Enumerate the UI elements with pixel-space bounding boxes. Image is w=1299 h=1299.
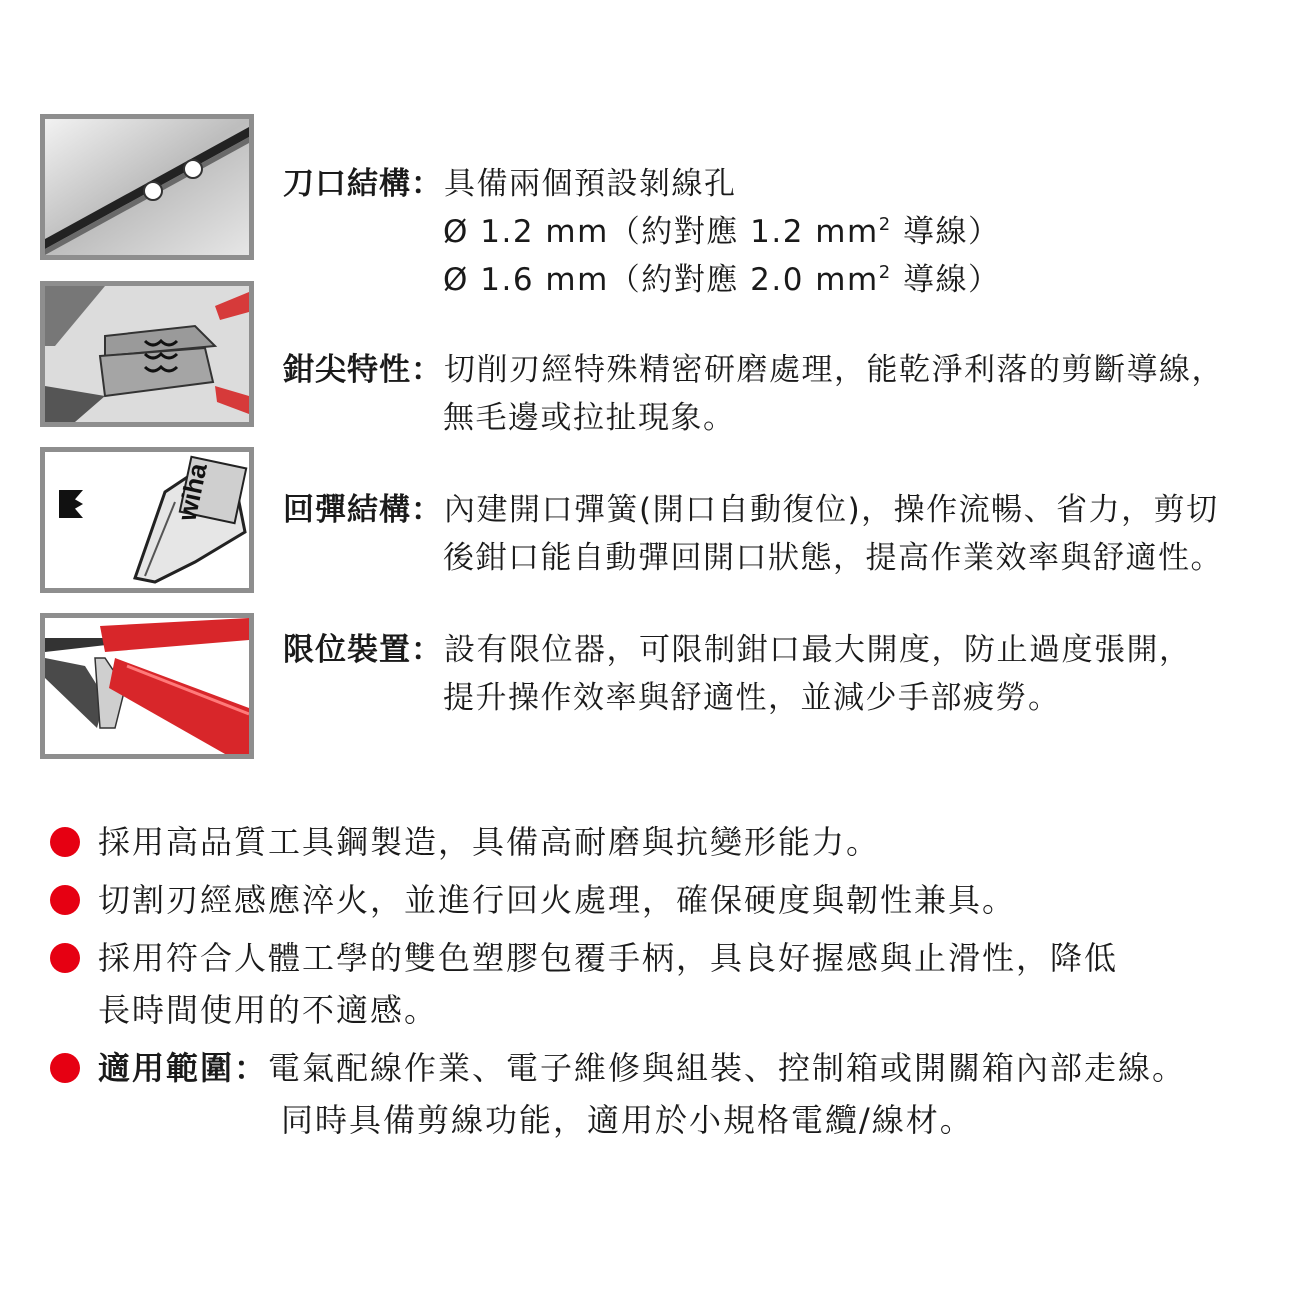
- feature-spring-structure: [283, 486, 1223, 582]
- bullet-text: 採用符合人體工學的雙色塑膠包覆手柄，具良好握感與止滑性，降低: [98, 939, 1119, 977]
- feature-text: 具備兩個預設剝線孔: [444, 166, 737, 202]
- bullet-list: [50, 816, 1270, 1152]
- bullet-text: 切割刃經感應淬火，並進行回火處理，確保硬度與韌性兼具。: [98, 881, 1017, 919]
- bullet-text-cont: 長時間使用的不適感。: [98, 991, 439, 1029]
- spring-tip-image: [40, 281, 254, 427]
- red-dot-icon: [50, 885, 80, 915]
- cutting-edge-image: [40, 447, 254, 593]
- spec-line-1: Ø 1.2 mm（約對應 1.2 $mm^2$ 導線）: [443, 214, 1001, 250]
- feature-colon: ：: [411, 632, 442, 668]
- application-text: 電氣配線作業、電子維修與組裝、控制箱或開關箱內部走線。: [268, 1049, 1187, 1087]
- cutting-edge-illustration: [45, 452, 249, 588]
- spec-line-2: Ø 1.6 mm（約對應 2.0 $mm^2$ 導線）: [443, 262, 1001, 298]
- feature-tip-characteristics: [283, 346, 1224, 442]
- feature-label: 回彈結構: [283, 492, 411, 528]
- bullet-application: [50, 1042, 1270, 1146]
- feature-label: 刀口結構: [283, 166, 411, 202]
- feature-text-cont: 無毛邊或拉扯現象。: [443, 400, 736, 436]
- feature-label: 鉗尖特性: [283, 352, 411, 388]
- feature-colon: ：: [411, 492, 442, 528]
- feature-limiter-device: [283, 626, 1192, 722]
- plier-tip-spring-illustration: [45, 286, 249, 422]
- red-dot-icon: [50, 1053, 80, 1083]
- bullet-item: [50, 932, 1270, 1036]
- application-colon: ：: [234, 1049, 269, 1087]
- handle-limiter-image: [40, 613, 254, 759]
- feature-text-cont: 提升操作效率與舒適性，並減少手部疲勞。: [443, 680, 1061, 716]
- red-dot-icon: [50, 943, 80, 973]
- stripping-holes-image: [40, 114, 254, 260]
- blade-holes-illustration: [45, 119, 249, 255]
- feature-text: 內建開口彈簧(開口自動復位)，操作流暢、省力，剪切: [444, 492, 1219, 528]
- red-handles-illustration: [45, 618, 249, 754]
- feature-colon: ：: [411, 166, 442, 202]
- application-label: 適用範圍: [98, 1049, 235, 1087]
- feature-colon: ：: [411, 352, 442, 388]
- feature-text-cont: 後鉗口能自動彈回開口狀態，提高作業效率與舒適性。: [443, 540, 1223, 576]
- bullet-item: [50, 874, 1270, 926]
- red-dot-icon: [50, 827, 80, 857]
- bullet-item: [50, 816, 1270, 868]
- bullet-text: 採用高品質工具鋼製造，具備高耐磨與抗變形能力。: [98, 823, 881, 861]
- feature-text: 切削刃經特殊精密研磨處理，能乾淨利落的剪斷導線，: [444, 352, 1224, 388]
- feature-blade-structure: [283, 160, 1001, 304]
- application-text-cont: 同時具備剪線功能，適用於小規格電纜/線材。: [281, 1101, 974, 1139]
- brand-wordmark: wiha: [171, 460, 213, 524]
- feature-label: 限位裝置: [283, 632, 411, 668]
- feature-text: 設有限位器，可限制鉗口最大開度，防止過度張開，: [444, 632, 1192, 668]
